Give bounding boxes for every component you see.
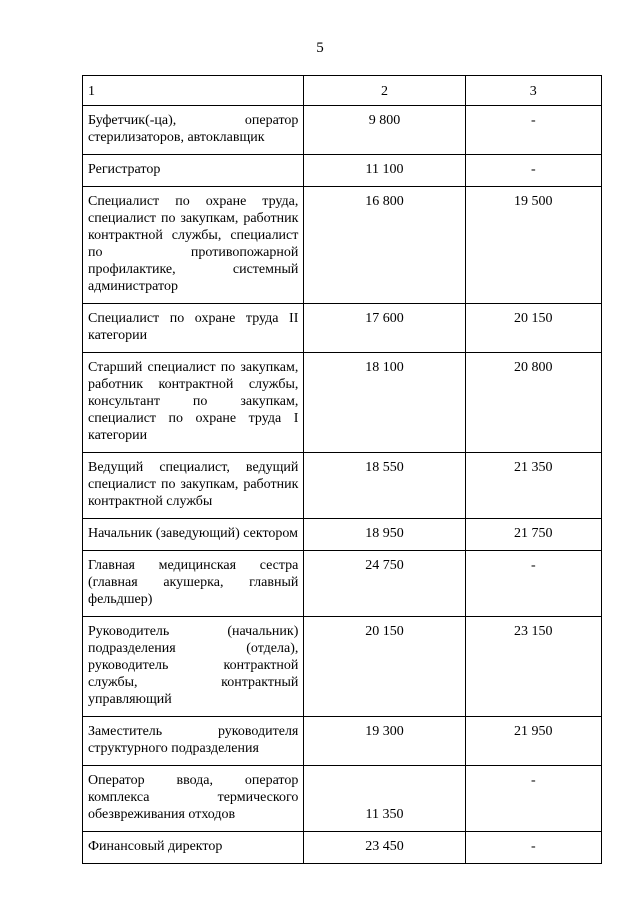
col2-cell: 16 800 <box>304 187 465 304</box>
position-cell: Руководитель (начальник) подразделения (отдела), руководитель контрактной службы, контрактный управляющий <box>83 617 304 717</box>
col2-cell: 20 150 <box>304 617 465 717</box>
table-row <box>83 155 602 187</box>
col3-cell: - <box>465 766 601 832</box>
col3-cell: - <box>465 832 601 864</box>
col2-cell: 9 800 <box>304 106 465 155</box>
col2-cell: 19 300 <box>304 717 465 766</box>
col3-cell: 21 350 <box>465 453 601 519</box>
table-row <box>83 304 602 353</box>
table-row <box>83 551 602 617</box>
position-cell: Старший специалист по закупкам, работник контрактной службы, консультант по закупкам, специалист по охране труда I категории <box>83 353 304 453</box>
position-cell: Буфетчик(-ца), оператор стерилизаторов, автоклавщик <box>83 106 304 155</box>
position-cell: Заместитель руководителя структурного подразделения <box>83 717 304 766</box>
position-cell: Регистратор <box>83 155 304 187</box>
col3-cell: 19 500 <box>465 187 601 304</box>
position-cell: Начальник (заведующий) сектором <box>83 519 304 551</box>
table-row <box>83 832 602 864</box>
position-cell: Главная медицинская сестра (главная акушерка, главный фельдшер) <box>83 551 304 617</box>
table-header-row <box>83 76 602 106</box>
col3-cell: 20 150 <box>465 304 601 353</box>
header-col-1: 1 <box>83 76 304 106</box>
col3-cell: - <box>465 551 601 617</box>
col2-cell: 11 350 <box>304 766 465 832</box>
col2-cell: 17 600 <box>304 304 465 353</box>
table-row <box>83 717 602 766</box>
header-col-2: 2 <box>304 76 465 106</box>
position-cell: Ведущий специалист, ведущий специалист по закупкам, работник контрактной службы <box>83 453 304 519</box>
salary-table <box>82 75 602 864</box>
table-row <box>83 106 602 155</box>
position-cell: Финансовый директор <box>83 832 304 864</box>
header-col-3: 3 <box>465 76 601 106</box>
col3-cell: - <box>465 106 601 155</box>
position-cell: Специалист по охране труда II категории <box>83 304 304 353</box>
col3-cell: 23 150 <box>465 617 601 717</box>
col3-cell: 21 950 <box>465 717 601 766</box>
col2-cell: 18 550 <box>304 453 465 519</box>
col3-cell: - <box>465 155 601 187</box>
col3-cell: 21 750 <box>465 519 601 551</box>
col3-cell: 20 800 <box>465 353 601 453</box>
col2-cell: 11 100 <box>304 155 465 187</box>
col2-cell: 18 100 <box>304 353 465 453</box>
col2-cell: 24 750 <box>304 551 465 617</box>
table-row <box>83 617 602 717</box>
position-cell: Оператор ввода, оператор комплекса термического обезвреживания отходов <box>83 766 304 832</box>
table-row <box>83 519 602 551</box>
table-row <box>83 453 602 519</box>
col2-cell: 23 450 <box>304 832 465 864</box>
table-row <box>83 766 602 832</box>
table-row <box>83 187 602 304</box>
col2-cell: 18 950 <box>304 519 465 551</box>
table-row <box>83 353 602 453</box>
page-number: 5 <box>316 40 324 56</box>
position-cell: Специалист по охране труда, специалист по закупкам, работник контрактной службы, специалист по противопожарной профилактике, системный администратор <box>83 187 304 304</box>
